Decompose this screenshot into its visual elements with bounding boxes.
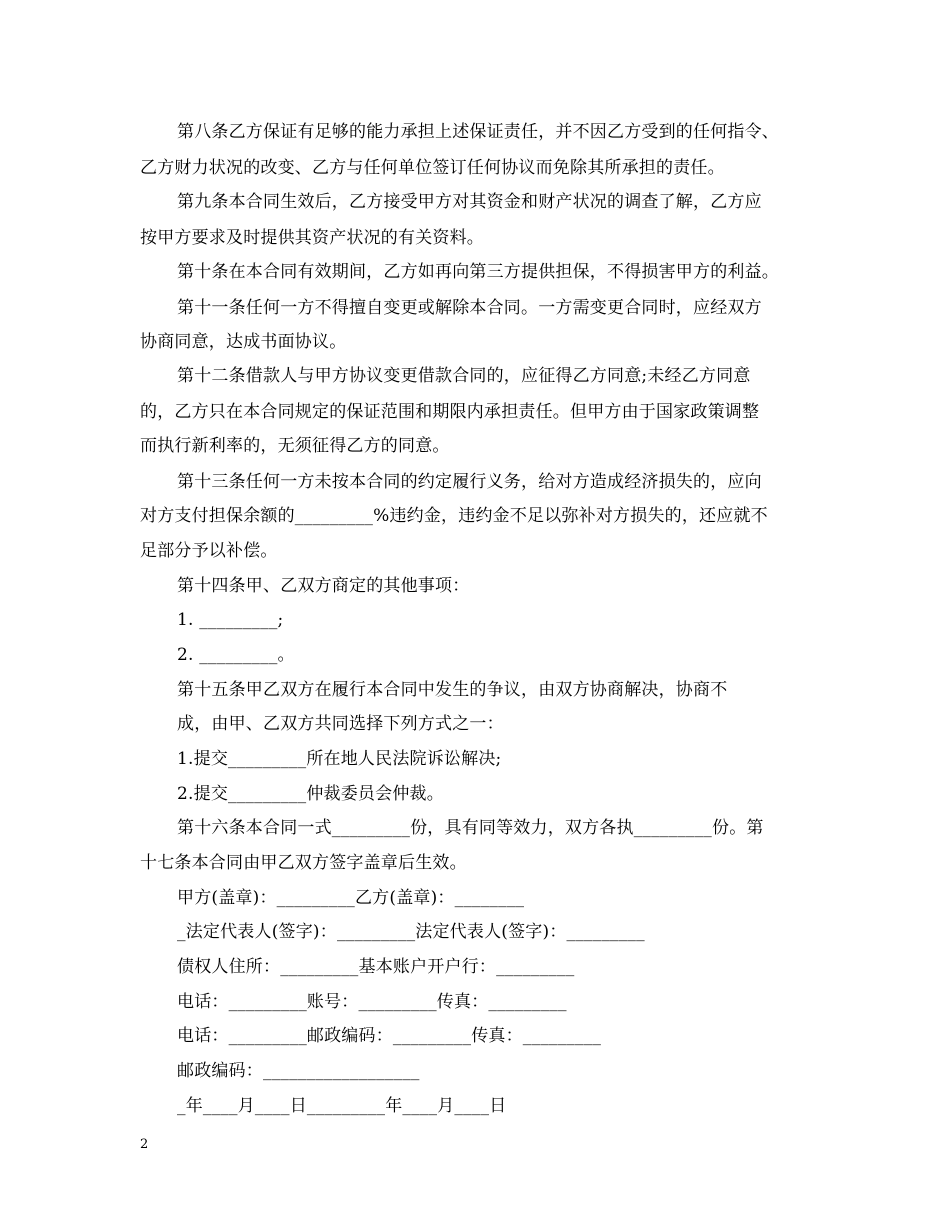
- clause-17-line: 十七条本合同由甲乙双方签字盖章后生效。: [140, 853, 467, 873]
- clause-14-item-1: 1. _________;: [177, 610, 284, 630]
- signature-seal-line: 甲方(盖章)：_________乙方(盖章)：________: [177, 888, 525, 908]
- clause-15-line-2: 成，由甲、乙双方共同选择下列方式之一：: [177, 714, 504, 734]
- clause-9-line-2: 按甲方要求及时提供其资产状况的有关资料。: [140, 228, 484, 248]
- date-line: _年____月____日_________年____月____日: [177, 1096, 507, 1116]
- clause-14-line-1: 第十四条甲、乙双方商定的其他事项：: [177, 576, 470, 596]
- clause-15-option-2: 2.提交_________仲裁委员会仲裁。: [177, 784, 444, 804]
- postcode-line: 邮政编码：__________________: [177, 1061, 420, 1081]
- clause-8-line-1: 第八条乙方保证有足够的能力承担上述保证责任，并不因乙方受到的任何指令、: [177, 122, 779, 142]
- address-bank-line: 债权人住所：_________基本账户开户行：_________: [177, 957, 575, 977]
- clause-16-line-1: 第十六条本合同一式_________份，具有同等效力，双方各执_________份。第: [177, 818, 764, 838]
- clause-12-line-2: 的，乙方只在本合同规定的保证范围和期限内承担责任。但甲方由于国家政策调整: [140, 402, 760, 422]
- clause-13-line-1: 第十三条任何一方未按本合同的约定履行义务，给对方造成经济损失的，应向: [177, 472, 762, 492]
- clause-11-line-2: 协商同意，达成书面协议。: [140, 332, 347, 352]
- clause-10-line-1: 第十条在本合同有效期间，乙方如再向第三方提供担保，不得损害甲方的利益。: [177, 262, 779, 282]
- clause-12-line-3: 而执行新利率的，无须征得乙方的同意。: [140, 436, 450, 456]
- phone-postcode-fax-line: 电话：_________邮政编码：_________传真：_________: [177, 1026, 602, 1046]
- clause-8-line-2: 乙方财力状况的改变、乙方与任何单位签订任何协议而免除其所承担的责任。: [140, 158, 725, 178]
- clause-14-item-2: 2. _________。: [177, 645, 295, 665]
- clause-11-line-1: 第十一条任何一方不得擅自变更或解除本合同。一方需变更合同时，应经双方: [177, 298, 762, 318]
- legal-representative-line: _法定代表人(签字)：_________法定代表人(签字)：_________: [177, 922, 645, 942]
- clause-12-line-1: 第十二条借款人与甲方协议变更借款合同的，应征得乙方同意;未经乙方同意: [177, 366, 751, 386]
- clause-13-line-3: 足部分予以补偿。: [140, 541, 278, 561]
- clause-9-line-1: 第九条本合同生效后，乙方接受甲方对其资金和财产状况的调查了解，乙方应: [177, 192, 762, 212]
- phone-account-fax-line: 电话：_________账号：_________传真：_________: [177, 992, 567, 1012]
- clause-13-line-2: 对方支付担保余额的_________%违约金，违约金不足以弥补对方损失的，还应就不: [140, 506, 768, 526]
- clause-15-option-1: 1.提交_________所在地人民法院诉讼解决;: [177, 749, 502, 769]
- page-number: 2: [140, 1137, 149, 1152]
- clause-15-line-1: 第十五条甲乙双方在履行本合同中发生的争议，由双方协商解决，协商不: [177, 680, 728, 700]
